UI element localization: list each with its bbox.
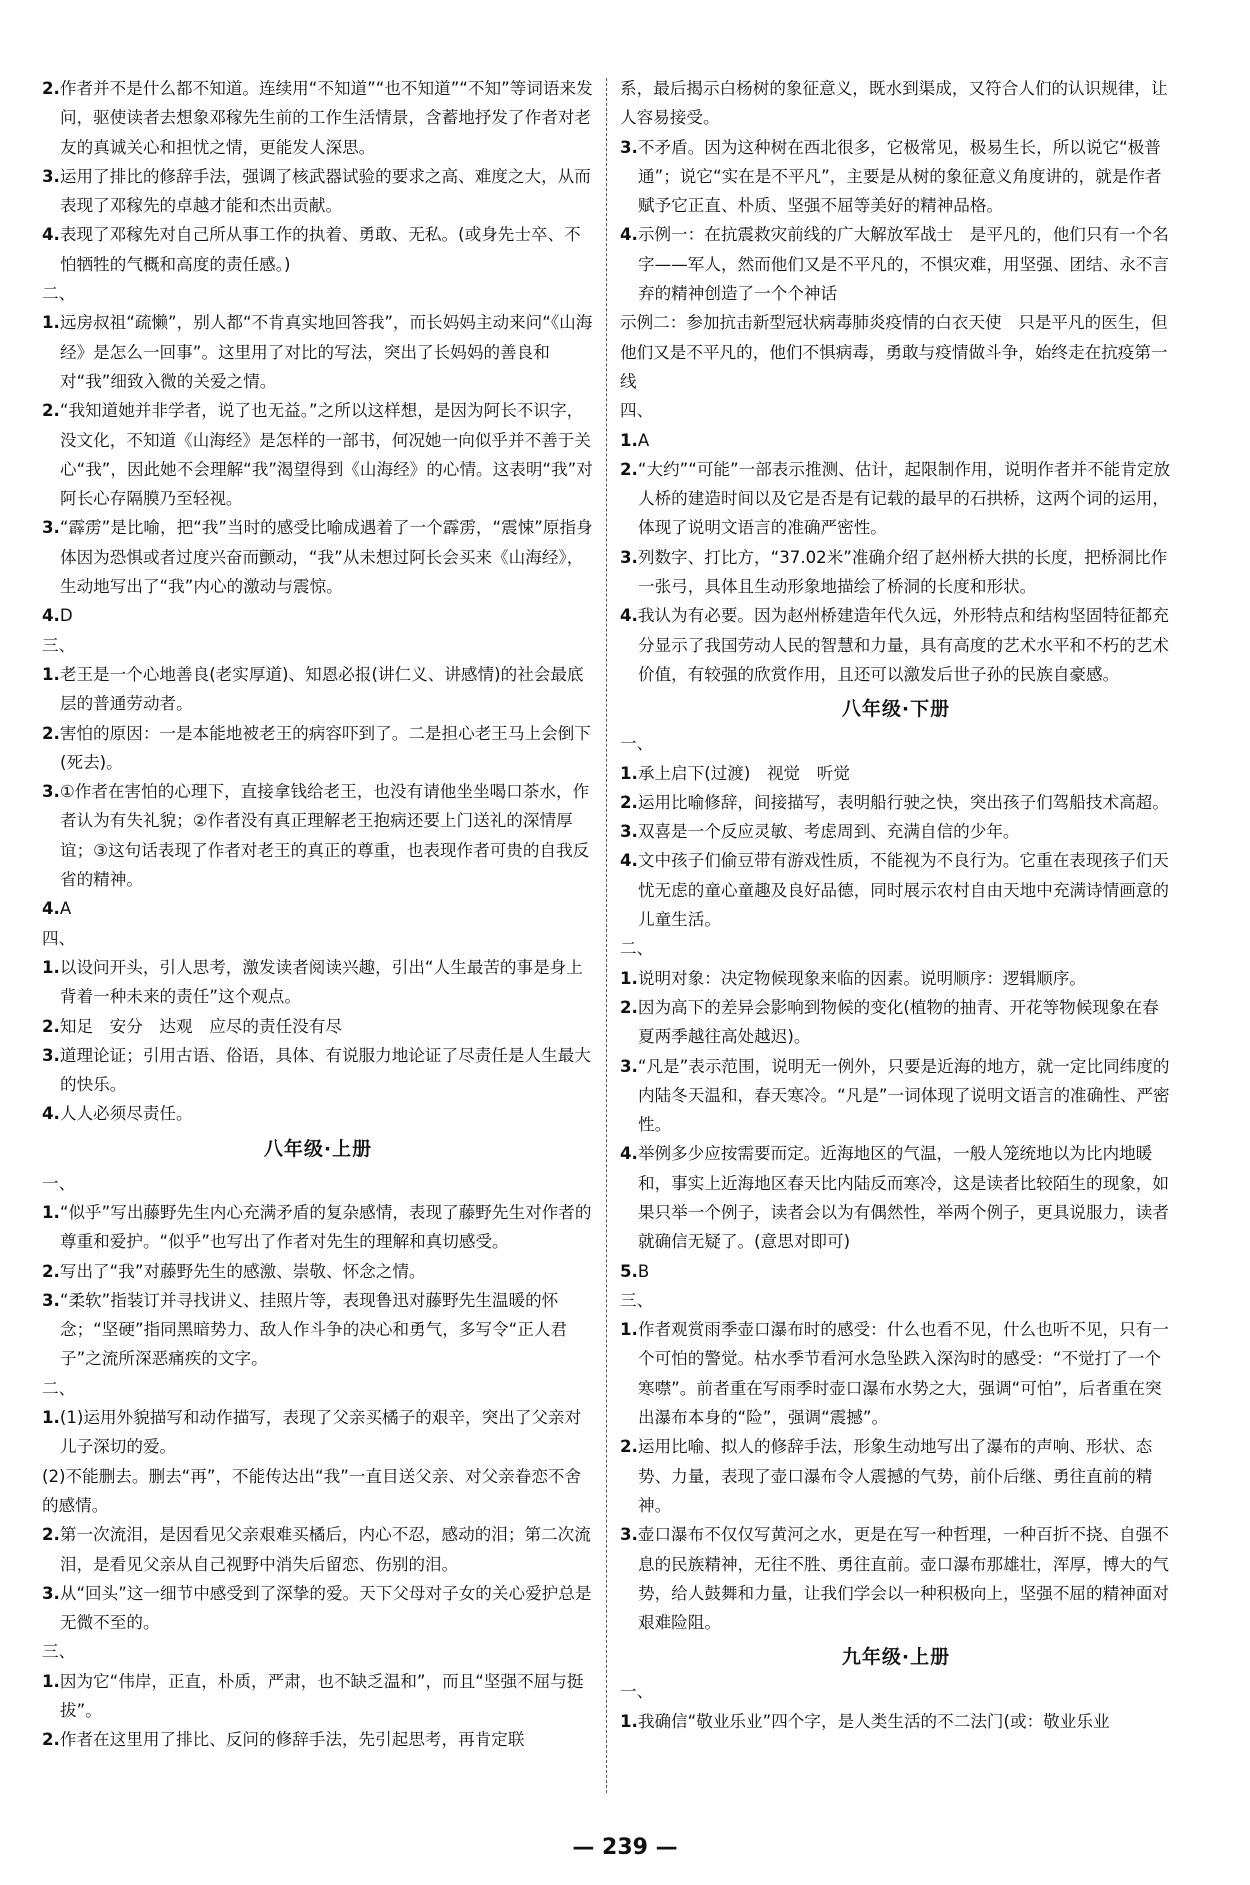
answer-item	[620, 1052, 1172, 1140]
answer-item	[42, 1198, 594, 1257]
answer-text: (2)不能删去。删去“再”，不能传达出“我”一直目送父亲、对父亲眷恋不舍的感情。	[42, 1466, 582, 1515]
answer-number: 1.	[42, 664, 60, 684]
answer-number: 5.	[620, 1261, 638, 1281]
answer-number: 2.	[620, 792, 638, 812]
answer-number: 2.	[42, 401, 60, 421]
answer-number: 2.	[42, 1525, 60, 1545]
answer-item	[42, 1520, 594, 1579]
answer-text: 作者观赏雨季壶口瀑布时的感受：什么也看不见，什么也听不见，只有一个可怕的警觉。枯水季节看河水急坠跌入深沟时的感受：“不觉打了一个寒噤”。前者重在写雨季时壶口瀑布水势之大，强调“可怕”，后者重在突出瀑布本身的“险”，强调“震撼”。	[637, 1320, 1169, 1428]
part-label: 三、	[42, 1642, 76, 1662]
part-label: 一、	[620, 734, 654, 754]
answer-text: “大约”“可能”一部表示推测、估计，起限制作用，说明作者并不能肯定放人桥的建造时间以及它是否是有记载的最早的石拱桥，这两个词的运用，体现了说明文语言的准确严密性。	[637, 459, 1171, 538]
answer-item	[620, 759, 1172, 788]
answer-text: 示例二：参加抗击新型冠状病毒肺炎疫情的白衣天使 只是平凡的医生，但他们又是不平凡的，他们不惧病毒，勇敢与疫情做斗争，始终走在抗疫第一线	[620, 313, 1168, 391]
section-heading: 八年级·下册	[841, 698, 951, 721]
answer-number: 2.	[620, 1437, 638, 1457]
answer-text: “我知道她并非学者，说了也无益。”之所以这样想，是因为阿长不识字，没文化，不知道《山海经》是怎样的一部书，何况她一向似乎并不善于关心“我”，因此她不会理解“我”渴望得到《山海经》的心情。这表明“我”对阿长心存隔膜乃至轻视。	[59, 401, 593, 509]
part-label: 三、	[620, 1290, 654, 1310]
answer-text: “霹雳”是比喻，把“我”当时的感受比喻成遇着了一个霹雳，“震悚”原指身体因为恐惧或者过度兴奋而颤动，“我”从未想过阿长会买来《山海经》，生动地写出了“我”内心的激动与震惊。	[59, 518, 593, 597]
answer-item	[42, 719, 594, 778]
answer-item	[620, 220, 1172, 308]
answer-item	[42, 220, 594, 279]
answer-text: 不矛盾。因为这种树在西北很多，它极常见，极易生长，所以说它“极普通”；说它“实在是不平凡”，主要是从树的象征意义角度讲的，就是作者赋予它正直、朴质、坚强不屈等美好的精神品格。	[637, 137, 1162, 216]
answer-number: 4.	[42, 606, 60, 626]
answer-item	[620, 455, 1172, 543]
answer-text: 害怕的原因：一是本能地被老王的病容吓到了。二是担心老王马上会倒下(死去)。	[59, 723, 591, 772]
part-label: 二、	[42, 284, 76, 304]
answer-text: 举例多少应按需要而定。近海地区的气温，一般人笼统地以为比内地暖和，事实上近海地区春天比内陆反而寒冷，这是读者比较陌生的现象，如果只举一个例子，读者会以为有偶然性，举两个例子，更具说服力，读者就确信无疑了。(意思对即可)	[637, 1144, 1169, 1252]
answer-item	[42, 777, 594, 894]
answer-text: “凡是”表示范围，说明无一例外，只要是近海的地方，就一定比同纬度的内陆冬天温和，春天寒冷。“凡是”一词体现了说明文语言的准确性、严密性。	[637, 1056, 1170, 1135]
part-label: 二、	[620, 939, 654, 959]
column-divider	[606, 78, 607, 1793]
section-heading: 八年级·上册	[263, 1137, 373, 1160]
answer-item	[620, 308, 1172, 396]
answer-item	[42, 308, 594, 396]
answer-item	[42, 396, 594, 513]
section-heading: 九年级·上册	[841, 1646, 951, 1669]
answer-number: 1.	[42, 957, 60, 977]
answer-item	[620, 993, 1172, 1052]
answer-number: 4.	[620, 851, 638, 871]
answer-item	[42, 953, 594, 1012]
answer-text: 道理论证；引用古语、俗语，具体、有说服力地论证了尽责任是人生最大的快乐。	[59, 1045, 591, 1095]
answer-number: 3.	[42, 518, 60, 538]
answer-number: 2.	[42, 1730, 60, 1750]
answer-number: 1.	[620, 430, 638, 450]
answer-text: A	[637, 430, 650, 450]
part-label: 四、	[42, 928, 76, 948]
answer-text: 作者在这里用了排比、反问的修辞手法，先引起思考，再肯定联	[59, 1730, 525, 1750]
answer-item	[42, 1099, 594, 1128]
page-number: — 239 —	[572, 1835, 678, 1860]
answer-text: 承上启下(过渡) 视觉 听觉	[637, 763, 850, 783]
answer-item	[42, 1579, 594, 1638]
answer-text: (1)运用外貌描写和动作描写，表现了父亲买橘子的艰辛，突出了父亲对儿子深切的爱。	[59, 1408, 582, 1457]
answer-item	[42, 513, 594, 601]
answer-text: “柔软”指装订并寻找讲义、挂照片等，表现鲁迅对藤野先生温暖的怀念；“坚硬”指同黑暗势力、敌人作斗争的决心和勇气，多写令“正人君子”之流所深恶痛疾的文字。	[59, 1290, 568, 1369]
answer-item	[42, 1012, 594, 1041]
answer-text: 写出了“我”对藤野先生的感激、崇敬、怀念之情。	[59, 1261, 426, 1281]
answer-item	[620, 846, 1172, 934]
answer-item	[620, 543, 1172, 602]
answer-text: A	[59, 899, 72, 919]
answer-item	[620, 1432, 1172, 1520]
part-label: 一、	[42, 1173, 76, 1193]
answer-number: 3.	[42, 1290, 60, 1310]
answer-text: 从“回头”这一细节中感受到了深挚的爱。天下父母对子女的关心爱护总是无微不至的。	[59, 1583, 592, 1633]
left-column	[42, 74, 594, 1755]
answer-text: 我认为有必要。因为赵州桥建造年代久远，外形特点和结构坚固特征都充分显示了我国劳动人民的智慧和力量，具有高度的艺术水平和不朽的艺术价值，有较强的欣赏作用，且还可以激发后世子孙的民族自豪感。	[637, 606, 1169, 684]
answer-number: 1.	[42, 1202, 60, 1222]
part-label: 四、	[620, 401, 654, 421]
answer-number: 4.	[620, 225, 638, 245]
answer-text: 因为高下的差异会影响到物候的变化(植物的抽青、开花等物候现象在春夏两季越往高处越迟)。	[637, 997, 1159, 1047]
part-label: 二、	[42, 1378, 76, 1398]
answer-item	[620, 133, 1172, 221]
part-label: 一、	[620, 1682, 654, 1702]
answer-item	[42, 660, 594, 719]
right-column	[620, 74, 1172, 1736]
answer-item	[42, 894, 594, 923]
answer-item	[620, 601, 1172, 689]
answer-item	[42, 74, 594, 162]
answer-text: 我确信“敬业乐业”四个字，是人类生活的不二法门(或：敬业乐业	[637, 1711, 1110, 1731]
answer-number: 1.	[620, 968, 638, 988]
answer-number: 2.	[620, 997, 638, 1017]
answer-number: 2.	[620, 459, 638, 479]
answer-item	[620, 426, 1172, 455]
answer-number: 3.	[42, 782, 60, 802]
answer-text: 第一次流泪，是因看见父亲艰难买橘后，内心不忍，感动的泪；第二次流泪，是看见父亲从自己视野中消失后留恋、伤别的泪。	[59, 1525, 591, 1574]
answer-item	[42, 601, 594, 630]
answer-item	[42, 1041, 594, 1100]
answer-item	[42, 1725, 594, 1754]
answer-number: 2.	[42, 79, 60, 98]
answer-number: 3.	[42, 166, 60, 186]
answer-text: 双喜是一个反应灵敏、考虑周到、充满自信的少年。	[637, 822, 1020, 842]
answer-text: 知足 安分 达观 应尽的责任没有尽	[59, 1016, 342, 1036]
answer-text: 因为它“伟岸，正直，朴质，严肃，也不缺乏温和”，而且“坚强不屈与挺拔”。	[59, 1671, 584, 1721]
answer-item	[42, 162, 594, 221]
answer-number: 4.	[42, 1104, 60, 1124]
answer-text: 文中孩子们偷豆带有游戏性质，不能视为不良行为。它重在表现孩子们天忧无虑的童心童趣及良好品德，同时展示农村自由天地中充满诗情画意的儿童生活。	[637, 851, 1169, 930]
answer-item	[620, 817, 1172, 846]
answer-number: 4.	[42, 225, 60, 245]
answer-text: 列数字、打比方，“37.02米”准确介绍了赵州桥大拱的长度，把桥洞比作一张弓，具体且生动形象地描绘了桥洞的长度和形状。	[637, 547, 1168, 597]
answer-text: 示例一：在抗震救灾前线的广大解放军战士 是平凡的，他们只有一个名字——军人，然而他们又是不平凡的，不惧灾难，用坚强、团结、永不言弃的精神创造了一个个神话	[637, 225, 1169, 304]
answer-text: 以设问开头，引人思考，激发读者阅读兴趣，引出“人生最苦的事是身上背着一种未来的责任”这个观点。	[59, 957, 583, 1007]
answer-text: 壶口瀑布不仅仅写黄河之水，更是在写一种哲理，一种百折不挠、自强不息的民族精神，无往不胜、勇往直前。壶口瀑布那雄壮，浑厚，博大的气势，给人鼓舞和力量，让我们学会以一种积极向上，坚强不屈的精神面对艰难险阻。	[637, 1525, 1169, 1633]
answer-item	[620, 788, 1172, 817]
answer-text: 说明对象：决定物候现象来临的因素。说明顺序：逻辑顺序。	[637, 968, 1086, 988]
answer-item	[620, 1315, 1172, 1432]
answer-text: 老王是一个心地善良(老实厚道)、知恩必报(讲仁义、讲感情)的社会最底层的普通劳动者。	[59, 664, 584, 714]
part-label: 三、	[42, 635, 76, 655]
answer-number: 2.	[42, 1261, 60, 1281]
answer-item	[620, 74, 1172, 133]
answer-item	[42, 1403, 594, 1462]
answer-text: 表现了邓稼先对自己所从事工作的执着、勇敢、无私。(或身先士卒、不怕牺牲的气概和高度的责任感。)	[59, 225, 581, 274]
answer-number: 3.	[620, 1525, 638, 1545]
answer-text: 运用比喻修辞，间接描写，表明船行驶之快，突出孩子们驾船技术高超。	[637, 792, 1169, 812]
answer-item	[620, 1520, 1172, 1637]
answer-text: 作者并不是什么都不知道。连续用“不知道”“也不知道”“不知”等词语来发问，驱使读者去想象邓稼先生前的工作生活情景，含蓄地抒发了作者对老友的真诚关心和担忧之情，更能发人深思。	[59, 79, 593, 157]
answer-number: 4.	[620, 1144, 638, 1164]
answer-number: 1.	[42, 1671, 60, 1691]
answer-number: 2.	[42, 723, 60, 743]
answer-text: “似乎”写出藤野先生内心充满矛盾的复杂感情，表现了藤野先生对作者的尊重和爱护。“似乎”也写出了作者对先生的理解和真切感受。	[59, 1202, 592, 1252]
answer-number: 4.	[42, 899, 60, 919]
answer-item	[42, 1667, 594, 1726]
answer-number: 3.	[620, 822, 638, 842]
answer-text: 远房叔祖“疏懒”，别人都“不肯真实地回答我”，而长妈妈主动来问“《山海经》是怎么一回事”。这里用了对比的写法，突出了长妈妈的善良和对“我”细致入微的关爱之情。	[59, 313, 593, 391]
answer-item	[620, 1257, 1172, 1286]
answer-number: 1.	[42, 313, 60, 333]
answer-item	[620, 1707, 1172, 1736]
answer-number: 1.	[42, 1408, 60, 1428]
answer-item	[42, 1462, 594, 1521]
answer-text: D	[59, 606, 73, 626]
answer-item	[42, 1286, 594, 1374]
answer-text: 运用比喻、拟人的修辞手法，形象生动地写出了瀑布的声响、形状、态势、力量，表现了壶口瀑布令人震撼的气势，前仆后继、勇往直前的精神。	[637, 1437, 1153, 1515]
answer-number: 3.	[620, 1056, 638, 1076]
answer-item	[620, 1139, 1172, 1256]
answer-item	[42, 1257, 594, 1286]
answer-number: 1.	[620, 1711, 638, 1731]
answer-text: B	[637, 1261, 650, 1281]
answer-number: 3.	[620, 137, 638, 157]
answer-number: 4.	[620, 606, 638, 626]
answer-number: 1.	[620, 763, 638, 783]
answer-text: 人人必须尽责任。	[59, 1104, 193, 1124]
answer-number: 2.	[42, 1016, 60, 1036]
answer-item	[620, 964, 1172, 993]
answer-number: 3.	[42, 1583, 60, 1603]
answer-number: 1.	[620, 1320, 638, 1340]
answer-number: 3.	[620, 547, 638, 567]
answer-text: 系，最后揭示白杨树的象征意义，既水到渠成，又符合人们的认识规律，让人容易接受。	[620, 79, 1168, 128]
answer-number: 3.	[42, 1045, 60, 1065]
answer-text: 运用了排比的修辞手法，强调了核武器试验的要求之高、难度之大，从而表现了邓稼先的卓越才能和杰出贡献。	[59, 166, 591, 216]
answer-text: ①作者在害怕的心理下，直接拿钱给老王，也没有请他坐坐喝口茶水，作者认为有失礼貌；②作者没有真正理解老王抱病还要上门送礼的深情厚谊；③这句话表现了作者对老王的真正的尊重，也表现作者可贵的自我反省的精神。	[59, 782, 590, 890]
